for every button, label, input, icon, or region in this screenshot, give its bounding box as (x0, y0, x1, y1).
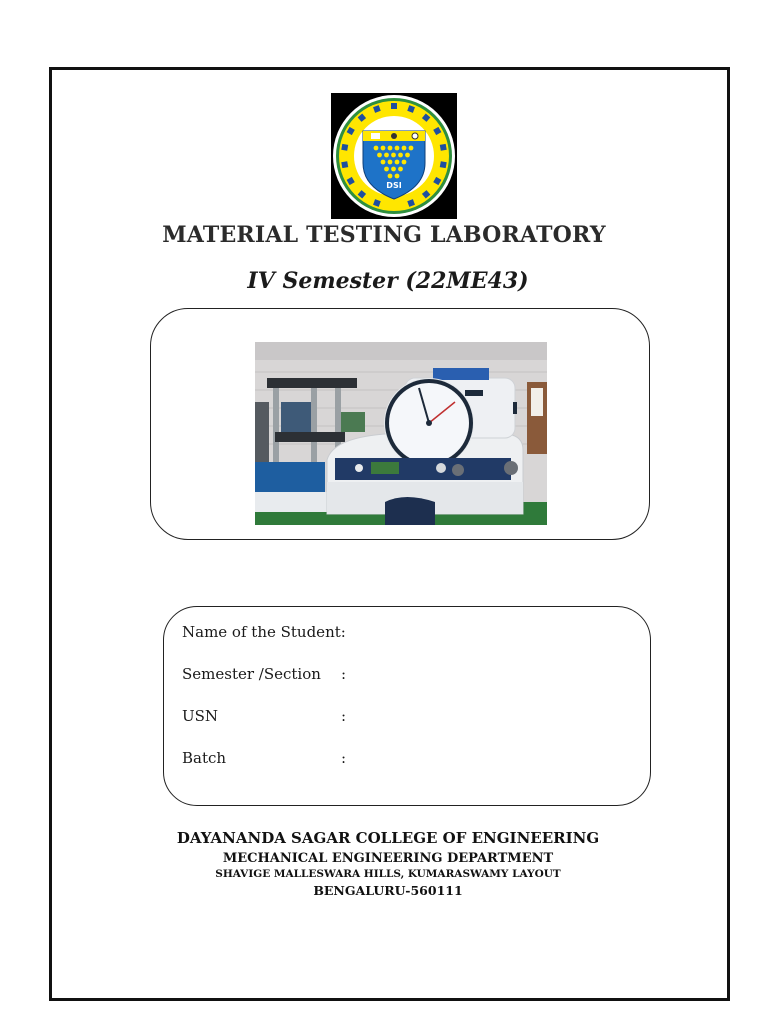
usn-colon: : (341, 707, 347, 725)
college-name: DAYANANDA SAGAR COLLEGE OF ENGINEERING (176, 829, 600, 847)
page-title: MATERIAL TESTING LABORATORY (162, 222, 606, 248)
semester-section-colon: : (341, 665, 347, 683)
address-line: SHAVIGE MALLESWARA HILLS, KUMARASWAMY LAYOUT (215, 868, 561, 880)
semester-subtitle: IV Semester (22ME43) (247, 268, 529, 294)
city-line: BENGALURU-560111 (313, 883, 463, 898)
institution-logo (331, 93, 457, 219)
usn-label: USN (182, 707, 219, 725)
testing-machine-photo (255, 342, 547, 525)
student-name-label: Name of the Student: (182, 623, 346, 641)
semester-section-label: Semester /Section (182, 665, 321, 683)
batch-colon: : (341, 749, 347, 767)
department-name: MECHANICAL ENGINEERING DEPARTMENT (222, 851, 554, 866)
batch-label: Batch (182, 749, 227, 767)
svg-text:DSI: DSI (386, 181, 402, 190)
